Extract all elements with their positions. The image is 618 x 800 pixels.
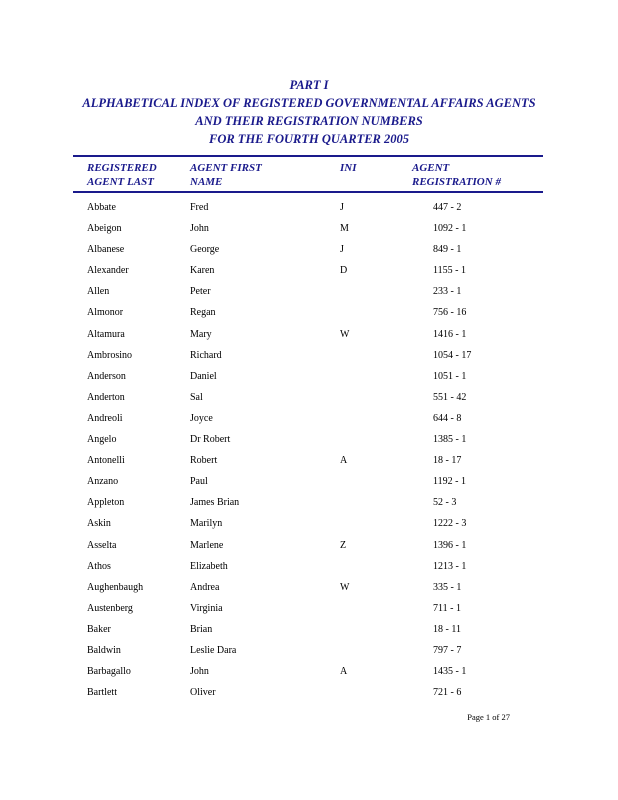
agent-last-name: Antonelli: [87, 455, 125, 467]
agent-last-name: Altamura: [87, 328, 125, 340]
agent-last-name: Angelo: [87, 434, 117, 446]
agent-initial: W: [340, 328, 350, 340]
agent-initial: W: [340, 581, 350, 593]
agent-first-name: Oliver: [190, 687, 216, 699]
table-row: [0, 491, 618, 512]
table-row: [0, 365, 618, 386]
registration-number: 1385 - 1: [433, 434, 467, 446]
agent-initial: A: [340, 455, 348, 467]
agent-initial: A: [340, 666, 348, 678]
agent-initial: M: [340, 223, 349, 235]
registration-number: 1222 - 3: [433, 518, 467, 530]
agent-first-name: George: [190, 244, 220, 256]
agent-last-name: Abeigon: [87, 223, 122, 235]
column-header-line: AGENT: [412, 162, 450, 174]
table-row: [0, 301, 618, 322]
registration-number: 1155 - 1: [433, 265, 466, 277]
table-row: [0, 597, 618, 618]
table-row: [0, 576, 618, 597]
agent-first-name: John: [190, 666, 209, 678]
agent-last-name: Aughenbaugh: [87, 581, 144, 593]
agent-last-name: Asselta: [87, 539, 117, 551]
column-header-agent-first: [190, 161, 262, 189]
agent-first-name: Andrea: [190, 581, 220, 593]
header-rule-bottom: [73, 191, 543, 193]
agent-last-name: Abbate: [87, 202, 116, 213]
registration-number: 711 - 1: [433, 602, 461, 614]
table-row: [0, 555, 618, 576]
agent-last-name: Ambrosino: [87, 349, 132, 361]
title-line-index: ALPHABETICAL INDEX OF REGISTERED GOVERNMENTAL AFFAIRS AGENTS: [82, 96, 536, 110]
agent-first-name: Dr Robert: [190, 434, 231, 446]
registration-number: 644 - 8: [433, 412, 462, 424]
agent-first-name: Virginia: [190, 602, 223, 614]
registration-number: 447 - 2: [433, 202, 462, 213]
agent-last-name: Anderson: [87, 370, 126, 382]
table-row: [0, 217, 618, 238]
agent-last-name: Baldwin: [87, 644, 121, 656]
agent-last-name: Allen: [87, 286, 110, 298]
table-row: [0, 681, 618, 702]
agent-first-name: Paul: [190, 476, 208, 488]
registration-number: 1092 - 1: [433, 223, 467, 235]
agent-first-name: Fred: [190, 202, 209, 213]
agent-first-name: James Brian: [190, 497, 240, 509]
agent-table: [0, 196, 618, 702]
registration-number: 233 - 1: [433, 286, 462, 298]
agent-last-name: Anderton: [87, 391, 125, 403]
agent-last-name: Appleton: [87, 497, 125, 509]
agent-first-name: John: [190, 223, 209, 235]
registration-number: 1054 - 17: [433, 349, 472, 361]
table-row: [0, 323, 618, 344]
agent-last-name: Athos: [87, 560, 111, 572]
registration-number: 1051 - 1: [433, 370, 467, 382]
table-row: [0, 639, 618, 660]
registration-number: 797 - 7: [433, 644, 462, 656]
title-line-quarter: FOR THE FOURTH QUARTER 2005: [208, 132, 410, 146]
table-row: [0, 407, 618, 428]
agent-last-name: Alexander: [87, 265, 129, 277]
agent-first-name: Mary: [190, 328, 212, 340]
registration-number: 1396 - 1: [433, 539, 467, 551]
column-header-line: NAME: [190, 176, 223, 188]
registration-number: 1435 - 1: [433, 666, 467, 678]
agent-first-name: Brian: [190, 623, 213, 635]
agent-last-name: Bartlett: [87, 687, 117, 699]
table-row: [0, 238, 618, 259]
registration-number: 756 - 16: [433, 307, 467, 319]
agent-initial: Z: [340, 539, 347, 551]
column-header-line: INI: [340, 162, 357, 174]
registration-number: 1213 - 1: [433, 560, 467, 572]
title-line-registration: AND THEIR REGISTRATION NUMBERS: [195, 114, 423, 128]
title-line-part: PART I: [289, 78, 329, 92]
column-header-line: AGENT FIRST: [190, 162, 262, 174]
registration-number: 551 - 42: [433, 391, 467, 403]
column-header-agent-last: [87, 161, 157, 189]
agent-last-name: Almonor: [87, 307, 124, 319]
agent-first-name: Regan: [190, 307, 216, 319]
table-row: [0, 196, 618, 217]
document-title: [0, 76, 618, 148]
agent-last-name: Anzano: [87, 476, 119, 488]
agent-first-name: Richard: [190, 349, 222, 361]
registration-number: 18 - 17: [433, 455, 462, 467]
table-row: [0, 344, 618, 365]
agent-last-name: Baker: [87, 623, 111, 635]
column-header-ini: [340, 161, 357, 175]
agent-first-name: Peter: [190, 286, 211, 298]
agent-first-name: Marlene: [190, 539, 224, 551]
agent-last-name: Austenberg: [87, 602, 133, 614]
agent-first-name: Sal: [190, 391, 203, 403]
agent-first-name: Robert: [190, 455, 218, 467]
table-row: [0, 470, 618, 491]
table-row: [0, 449, 618, 470]
column-header-registration: [412, 161, 501, 189]
agent-first-name: Daniel: [190, 370, 217, 382]
agent-last-name: Barbagallo: [87, 666, 131, 678]
agent-first-name: Leslie Dara: [190, 644, 237, 656]
table-row: [0, 280, 618, 301]
table-row: [0, 386, 618, 407]
agent-initial: J: [340, 244, 344, 256]
column-header-line: AGENT LAST: [87, 176, 154, 188]
registration-number: 1416 - 1: [433, 328, 467, 340]
table-row: [0, 428, 618, 449]
agent-initial: J: [340, 202, 344, 213]
agent-last-name: Andreoli: [87, 412, 123, 424]
agent-last-name: Askin: [87, 518, 111, 530]
table-row: [0, 512, 618, 533]
registration-number: 849 - 1: [433, 244, 462, 256]
registration-number: 1192 - 1: [433, 476, 466, 488]
table-row: [0, 660, 618, 681]
agent-first-name: Elizabeth: [190, 560, 228, 572]
agent-first-name: Marilyn: [190, 518, 223, 530]
table-row: [0, 259, 618, 280]
agent-last-name: Albanese: [87, 244, 125, 256]
column-header-line: REGISTRATION #: [412, 176, 501, 188]
page-number: Page 1 of 27: [467, 712, 510, 722]
registration-number: 52 - 3: [433, 497, 457, 509]
registration-number: 335 - 1: [433, 581, 462, 593]
table-row: [0, 534, 618, 555]
table-row: [0, 618, 618, 639]
registration-number: 18 - 11: [433, 623, 461, 635]
header-rule-top: [73, 155, 543, 157]
agent-first-name: Joyce: [190, 412, 213, 424]
registration-number: 721 - 6: [433, 687, 462, 699]
agent-first-name: Karen: [190, 265, 215, 277]
agent-initial: D: [340, 265, 348, 277]
column-header-line: REGISTERED: [87, 162, 157, 174]
